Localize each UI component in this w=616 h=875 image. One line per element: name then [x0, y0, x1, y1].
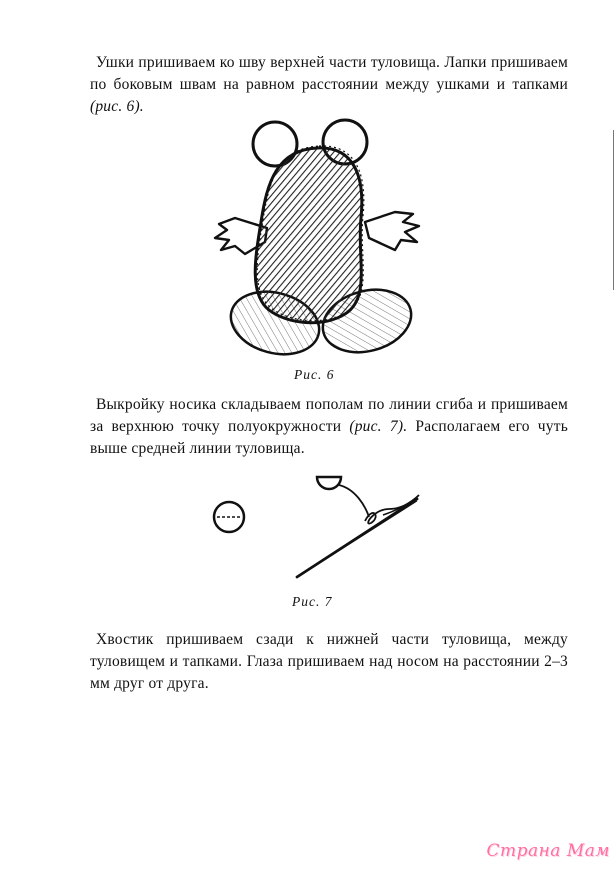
right-paw — [365, 212, 419, 250]
watermark-logo: Страна Мам — [486, 841, 610, 861]
figure-7-caption: Рис. 7 — [292, 594, 333, 609]
thread — [339, 485, 369, 517]
paragraph-text: Располагаем его чуть выше средней линии туловища. — [90, 418, 568, 457]
figure-reference: (рис. 7). — [349, 418, 408, 435]
scan-edge-line — [613, 130, 614, 290]
paragraph-text: Хвостик пришиваем сзади к нижней части туловища, между туловищем и тапками. Глаза пришиваем над носом на расстоянии 2–3 мм друг от друга. — [90, 631, 568, 692]
figure-6-caption: Рис. 6 — [294, 367, 335, 382]
paragraph-text: Ушки пришиваем ко шву верхней части туловища. Лапки пришиваем по боковым швам на равном расстоянии между ушками и тапками — [90, 54, 568, 93]
folded-nose — [317, 477, 341, 489]
paragraph-tail-eyes — [90, 629, 568, 695]
figure-7-nose-needle — [205, 465, 445, 585]
mouse-body — [255, 148, 362, 323]
figure-6-mouse-body — [205, 118, 435, 358]
thread-loop — [365, 495, 419, 524]
paragraph-text: Выкройку носика складываем пополам по линии сгиба и пришиваем за верхнюю точку полуокружности — [90, 396, 568, 435]
figure-reference: (рис. 6). — [90, 98, 144, 115]
paragraph-nose — [90, 394, 568, 460]
needle — [297, 499, 417, 577]
paragraph-ears-paws — [90, 52, 568, 118]
